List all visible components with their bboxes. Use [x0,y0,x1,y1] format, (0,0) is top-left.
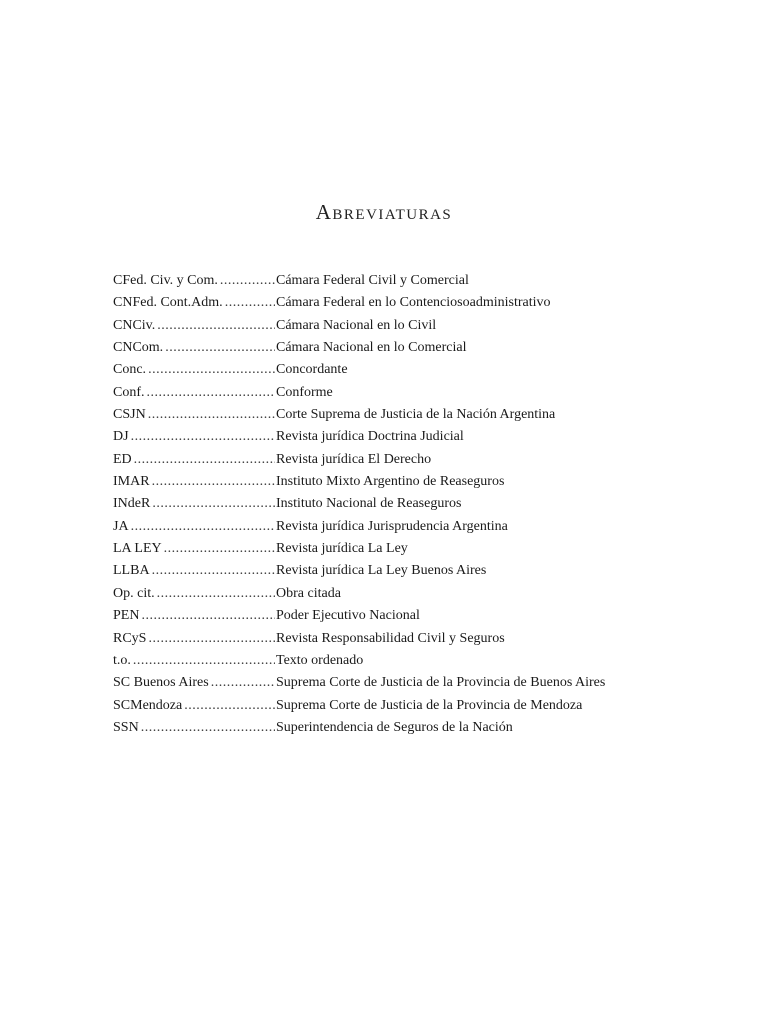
abbreviation-row [113,672,673,694]
abbreviation-cell [113,717,275,739]
dot-leader [148,628,275,650]
abbreviation-row [113,292,673,314]
abbreviation-row [113,538,673,560]
abbreviation-term: PEN [113,608,140,624]
abbreviation-cell [113,404,275,426]
abbreviation-row [113,695,673,717]
abbreviation-term: INdeR [113,496,151,512]
abbreviation-meaning: Revista jurídica Jurisprudencia Argentina [276,518,508,534]
abbreviation-term: DJ [113,429,129,445]
dot-leader [152,471,275,493]
abbreviation-meaning: Revista jurídica La Ley [276,541,408,557]
abbreviation-meaning: Instituto Nacional de Reaseguros [276,496,462,512]
abbreviation-term: Conc. [113,362,147,378]
abbreviation-term: SCMendoza [113,697,183,713]
abbreviation-term: LA LEY [113,541,162,557]
abbreviation-row [113,717,673,739]
dot-leader [141,717,275,739]
abbreviation-meaning: Revista jurídica La Ley Buenos Aires [276,563,487,579]
abbreviation-cell [113,493,275,515]
abbreviation-row [113,359,673,381]
abbreviation-meaning: Revista Responsabilidad Civil y Seguros [276,630,505,646]
abbreviation-term: RCyS [113,630,147,646]
abbreviation-cell [113,560,275,582]
abbreviation-row [113,628,673,650]
abbreviation-cell [113,650,275,672]
abbreviation-meaning: Revista jurídica Doctrina Judicial [276,429,464,445]
abbreviation-term: CFed. Civ. y Com. [113,273,218,288]
dot-leader [147,382,276,404]
dot-leader [225,292,275,314]
abbreviation-row [113,650,673,672]
abbreviation-cell [113,382,275,404]
abbreviation-row [113,270,673,292]
abbreviation-cell [113,605,275,627]
abbreviation-meaning: Obra citada [276,585,341,601]
abbreviation-cell [113,695,275,717]
abbreviation-row [113,404,673,426]
abbreviation-cell [113,270,275,292]
dot-leader [220,270,275,292]
abbreviation-term: CNCiv. [113,317,156,333]
abbreviation-row [113,605,673,627]
abbreviation-term: Conf. [113,384,145,400]
abbreviation-meaning: Concordante [276,362,348,378]
dot-leader [131,516,275,538]
abbreviation-cell [113,516,275,538]
abbreviation-term: JA [113,518,129,534]
abbreviation-cell [113,628,275,650]
dot-leader [148,359,275,381]
dot-leader [152,493,275,515]
abbreviation-cell [113,315,275,337]
abbreviation-cell [113,583,275,605]
abbreviation-cell [113,337,275,359]
abbreviation-row [113,471,673,493]
abbreviation-meaning: Poder Ejecutivo Nacional [276,608,420,624]
abbreviation-meaning: Suprema Corte de Justicia de la Provincia de Buenos Aires [276,675,606,691]
abbreviation-term: ED [113,451,132,467]
abbreviation-term: CNCom. [113,340,164,356]
dot-leader [141,605,275,627]
abbreviation-term: Op. cit. [113,585,155,601]
page-title: Abreviaturas [315,200,453,224]
dot-leader [134,449,275,471]
abbreviation-cell [113,426,275,448]
abbreviation-meaning: Instituto Mixto Argentino de Reaseguros [276,474,505,490]
abbreviation-cell [113,449,275,471]
abbreviation-row [113,583,673,605]
abbreviation-meaning: Superintendencia de Seguros de la Nación [276,719,513,735]
abbreviation-row [113,493,673,515]
abbreviation-row [113,560,673,582]
abbreviation-cell [113,672,275,694]
abbreviation-term: CNFed. Cont.Adm. [113,295,223,311]
dot-leader [157,583,275,605]
abbreviation-cell [113,538,275,560]
abbreviation-cell [113,471,275,493]
abbreviation-meaning: Suprema Corte de Justicia de la Provincia de Mendoza [276,697,583,713]
abbreviation-meaning: Texto ordenado [276,652,364,668]
abbreviation-row [113,516,673,538]
dot-leader [164,538,275,560]
abbreviation-meaning: Cámara Nacional en lo Comercial [276,340,467,356]
dot-leader [131,426,275,448]
dot-leader [148,404,275,426]
abbreviation-term: IMAR [113,474,150,490]
dot-leader [165,337,275,359]
dot-leader [211,672,275,694]
abbreviation-cell [113,359,275,381]
dot-leader [152,560,275,582]
abbreviation-term: t.o. [113,652,131,668]
abbreviation-row [113,315,673,337]
abbreviation-row [113,382,673,404]
abbreviation-meaning: Cámara Federal en lo Contenciosoadministrativo [276,295,551,311]
abbreviation-term: SC Buenos Aires [113,675,209,691]
abbreviation-term: CSJN [113,407,146,423]
dot-leader [184,695,275,717]
abbreviation-list [113,270,673,739]
abbreviation-term: SSN [113,719,139,735]
abbreviation-meaning: Conforme [276,384,333,400]
abbreviation-cell [113,292,275,314]
dot-leader [133,650,275,672]
abbreviation-meaning: Cámara Federal Civil y Comercial [276,273,469,288]
abbreviation-row [113,426,673,448]
abbreviation-meaning: Corte Suprema de Justicia de la Nación Argentina [276,407,556,423]
abbreviation-meaning: Cámara Nacional en lo Civil [276,317,437,333]
abbreviation-row [113,449,673,471]
dot-leader [157,315,275,337]
abbreviation-row [113,337,673,359]
abbreviation-term: LLBA [113,563,150,579]
abbreviation-meaning: Revista jurídica El Derecho [276,451,432,467]
